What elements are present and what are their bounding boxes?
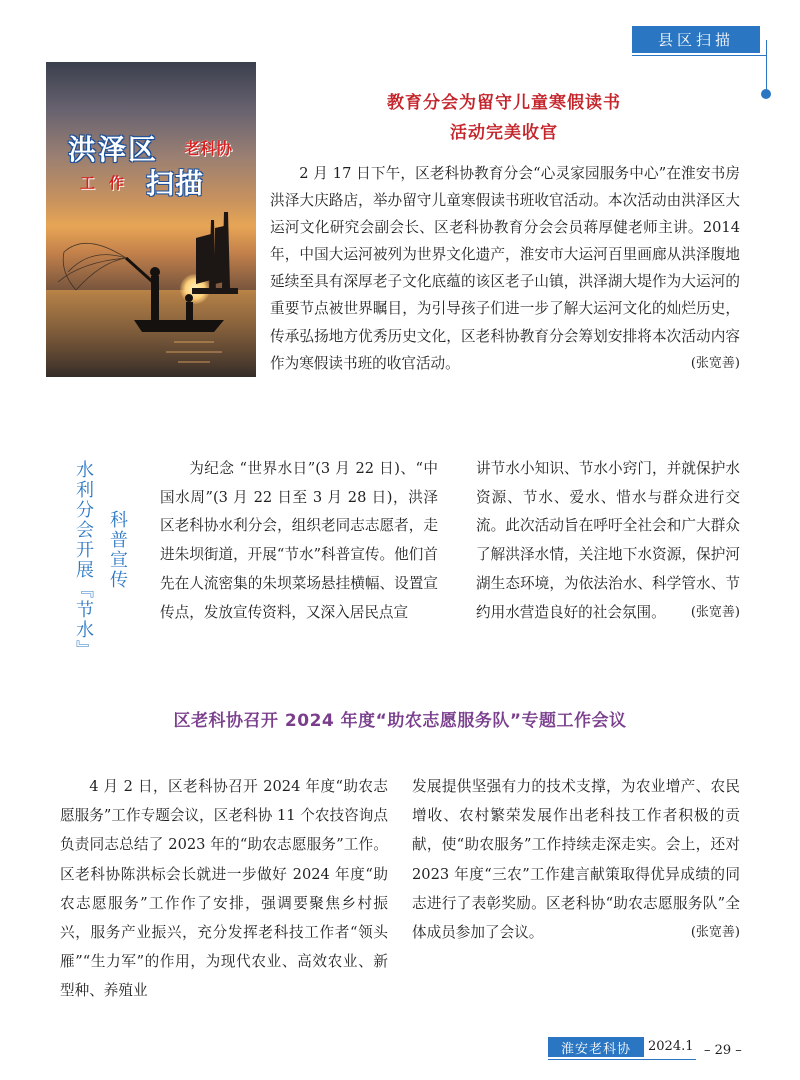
article2-body-right <box>476 455 740 627</box>
cover-title-work: 工作 <box>80 174 139 192</box>
cover-title-district: 洪泽区 <box>68 133 159 166</box>
article1-signature: (张宽善) <box>690 355 740 371</box>
article1-title <box>268 88 740 148</box>
article1-title-line2: 活动完美收官 <box>450 123 558 143</box>
article1-title-line1: 教育分会为留守儿童寒假读书 <box>387 93 621 113</box>
article2-title-col2: 科普宣传 <box>107 510 128 590</box>
article3-body-right <box>412 772 740 947</box>
article3-text-left: 4 月 2 日，区老科协召开 2024 年度“助农志愿服务”工作专题会议，区老科协 11 个农技咨询点负责同志总结了 2023 年的“助农志愿服务”工作。区老科协陈洪标会长就进一步做好 2024 年度“助农志愿服务”工作作了安排，强调要聚焦乡村振兴，服务产业振兴，充分发挥老科技工作者“领头雁”“生力军”的作用，为现代农业、高效农业、新型种、养殖业 <box>60 778 388 1000</box>
article2-signature: (张宽善) <box>690 604 740 620</box>
article3-text-right: 发展提供坚强有力的技术支撑，为农业增产、农民增收、农村繁荣发展作出老科技工作者积极的贡献，使“助农服务”工作持续走深走实。会上，还对 2023 年度“三农”工作建言献策取得优异成绩的同志进行了表彰奖励。区老科协“助农志愿服务队”全体成员参加了会议。 <box>412 778 740 942</box>
header-vertical-rule <box>766 40 767 92</box>
footer-rule <box>548 1059 696 1060</box>
article2-title-col1: 水利分会开展『节水』 <box>73 460 94 660</box>
section-tag: 县区扫描 <box>632 26 760 53</box>
footer-magazine-name: 淮安老科协 <box>548 1037 644 1057</box>
header-rule <box>632 55 766 56</box>
article2-text-left: 为纪念 “世界水日”(3 月 22 日)、“中国水周”(3 月 22 日至 3 月 28 日)，洪泽区老科协水利分会，组织老同志志愿者，走进朱坝街道，开展“节水”科普宣传。他们首先在人流密集的朱坝菜场悬挂横幅、设置宣传点，发放宣传资料，又深入居民点宣 <box>160 460 438 621</box>
article1-body <box>270 160 740 377</box>
cover-title-association: 老科协 <box>184 139 233 158</box>
article2-text-right: 讲节水小知识、节水小窍门，并就保护水资源、节水、爱水、惜水与群众进行交流。此次活动旨在呼吁全社会和广大群众了解洪泽水情，关注地下水资源，保护河湖生态环境，为依法治水、科学管水、节约用水营造良好的社会氛围。 <box>476 460 740 621</box>
article2-body-left <box>160 455 438 627</box>
article2-title <box>68 460 134 660</box>
article3-signature: (张宽善) <box>690 925 740 941</box>
article3-body-left <box>60 772 388 1006</box>
page-number: – 29 – <box>704 1043 742 1058</box>
article3-title: 区老科协召开 2024 年度“助农志愿服务队”专题工作会议 <box>173 711 627 731</box>
article1-text: 2 月 17 日下午，区老科协教育分会“心灵家园服务中心”在淮安书房洪泽大庆路店，举办留守儿童寒假读书班收官活动。本次活动由洪泽区大运河文化研究会副会长、区老科协教育分会会员蒋厚健老师主讲。2014 年，中国大运河被列为世界文化遗产，淮安市大运河百里画廊从洪泽腹地延续至具有深厚老子文化底蕴的该区老子山镇，洪泽湖大堤作为大运河的重要节点被世界瞩目，为引导孩子们进一步了解大运河文化的灿烂历史，传承弘扬地方优秀历史文化，区老科协教育分会筹划安排将本次活动内容作为寒假读书班的收官活动。 <box>270 165 740 372</box>
cover-photo <box>46 62 256 377</box>
footer-issue: 2024.1 <box>648 1039 694 1054</box>
cover-title-scan: 扫描 <box>146 167 205 200</box>
header-dot <box>761 89 771 99</box>
silhouette-illustration <box>46 62 256 377</box>
